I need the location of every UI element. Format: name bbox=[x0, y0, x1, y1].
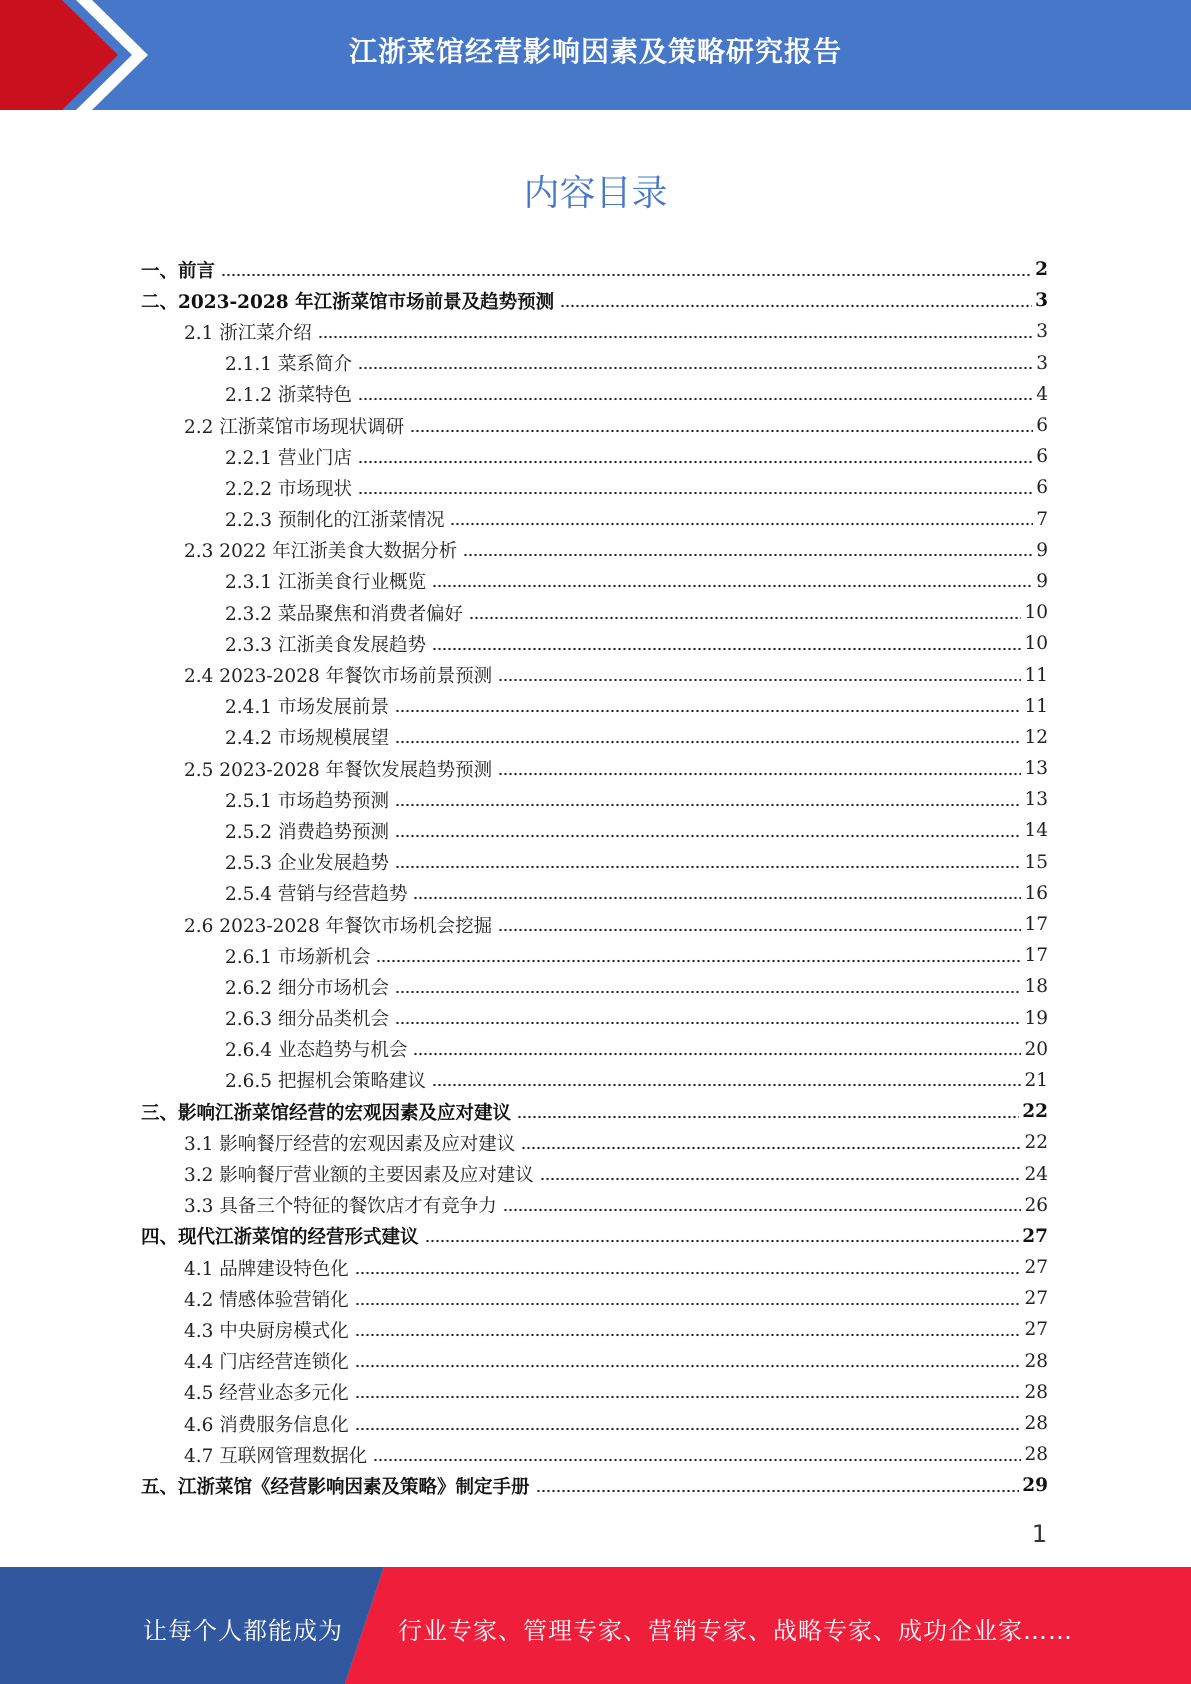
toc-entry-label: 4.6 消费服务信息化 bbox=[184, 1414, 349, 1436]
toc-entry[interactable] bbox=[141, 597, 1048, 628]
toc-entry[interactable] bbox=[141, 379, 1048, 410]
toc-entry[interactable] bbox=[141, 1314, 1048, 1345]
toc-entry-page: 17 bbox=[1024, 914, 1048, 936]
toc-entry[interactable] bbox=[141, 784, 1048, 815]
toc-entry[interactable] bbox=[141, 1252, 1048, 1283]
toc-entry-page: 27 bbox=[1024, 1288, 1048, 1310]
toc-entry[interactable] bbox=[141, 847, 1048, 878]
toc-entry-page: 9 bbox=[1036, 539, 1048, 561]
toc-entry-page: 10 bbox=[1024, 633, 1048, 655]
toc-entry-page: 14 bbox=[1024, 820, 1048, 842]
toc-leader-dots bbox=[355, 1364, 1022, 1368]
toc-leader-dots bbox=[395, 803, 1021, 807]
toc-entry-page: 6 bbox=[1036, 477, 1048, 499]
toc-leader-dots bbox=[498, 678, 1021, 682]
toc-entry-page: 12 bbox=[1024, 726, 1048, 748]
toc-leader-dots bbox=[432, 584, 1033, 588]
toc-entry[interactable] bbox=[141, 940, 1048, 971]
toc-entry[interactable] bbox=[141, 691, 1048, 722]
toc-entry-page: 3 bbox=[1036, 352, 1048, 374]
toc-entry[interactable] bbox=[141, 971, 1048, 1002]
toc-entry-page: 4 bbox=[1036, 383, 1048, 405]
toc-entry-page: 7 bbox=[1036, 508, 1048, 530]
toc-entry-label: 2.2 江浙菜馆市场现状调研 bbox=[184, 416, 405, 438]
toc-entry[interactable] bbox=[141, 472, 1048, 503]
toc-entry-label: 2.4.2 市场规模展望 bbox=[225, 728, 389, 750]
toc-entry-label: 3.2 影响餐厅营业额的主要因素及应对建议 bbox=[184, 1165, 534, 1187]
toc-entry-label: 五、江浙菜馆《经营影响因素及策略》制定手册 bbox=[141, 1476, 530, 1498]
toc-entry[interactable] bbox=[141, 1470, 1048, 1501]
page-header bbox=[0, 0, 1191, 110]
toc-entry-page: 16 bbox=[1024, 882, 1048, 904]
toc-entry-label: 2.6.4 业态趋势与机会 bbox=[225, 1040, 408, 1062]
table-of-contents bbox=[141, 254, 1048, 1502]
toc-entry[interactable] bbox=[141, 1377, 1048, 1408]
toc-leader-dots bbox=[450, 522, 1033, 526]
toc-entry-label: 2.6 2023-2028 年餐饮市场机会挖掘 bbox=[184, 915, 493, 937]
toc-leader-dots bbox=[413, 896, 1021, 900]
toc-entry-page: 19 bbox=[1024, 1007, 1048, 1029]
toc-entry[interactable] bbox=[141, 348, 1048, 379]
toc-entry-label: 4.2 情感体验营销化 bbox=[184, 1289, 349, 1311]
toc-entry[interactable] bbox=[141, 1283, 1048, 1314]
toc-entry-page: 3 bbox=[1036, 321, 1048, 343]
toc-leader-dots bbox=[221, 273, 1032, 277]
toc-entry-label: 三、影响江浙菜馆经营的宏观因素及应对建议 bbox=[141, 1102, 512, 1124]
toc-entry[interactable] bbox=[141, 504, 1048, 535]
toc-entry-page: 28 bbox=[1024, 1413, 1048, 1435]
toc-entry-page: 27 bbox=[1024, 1257, 1048, 1279]
toc-leader-dots bbox=[432, 647, 1021, 651]
toc-entry-label: 2.5.1 市场趋势预测 bbox=[225, 790, 389, 812]
toc-leader-dots bbox=[432, 1083, 1021, 1087]
toc-entry-label: 2.2.3 预制化的江浙菜情况 bbox=[225, 510, 445, 532]
toc-entry[interactable] bbox=[141, 1221, 1048, 1252]
toc-entry-page: 20 bbox=[1024, 1038, 1048, 1060]
footer-slogan: 让每个人都能成为 bbox=[143, 1617, 343, 1645]
toc-leader-dots bbox=[395, 990, 1021, 994]
toc-entry[interactable] bbox=[141, 1408, 1048, 1439]
toc-entry[interactable] bbox=[141, 1190, 1048, 1221]
toc-entry-page: 18 bbox=[1024, 976, 1048, 998]
toc-leader-dots bbox=[358, 460, 1033, 464]
toc-entry-label: 4.4 门店经营连锁化 bbox=[184, 1352, 349, 1374]
toc-entry[interactable] bbox=[141, 1439, 1048, 1470]
toc-leader-dots bbox=[376, 959, 1021, 963]
toc-leader-dots bbox=[358, 366, 1033, 370]
toc-entry[interactable] bbox=[141, 753, 1048, 784]
toc-leader-dots bbox=[413, 1052, 1021, 1056]
toc-entry-page: 26 bbox=[1024, 1194, 1048, 1216]
toc-entry-page: 15 bbox=[1024, 851, 1048, 873]
toc-entry-page: 6 bbox=[1036, 446, 1048, 468]
toc-entry-page: 10 bbox=[1024, 602, 1048, 624]
toc-leader-dots bbox=[498, 772, 1021, 776]
toc-entry-label: 2.5.2 消费趋势预测 bbox=[225, 821, 389, 843]
toc-leader-dots bbox=[503, 1208, 1022, 1212]
toc-entry-label: 2.2.1 营业门店 bbox=[225, 447, 352, 469]
toc-entry-label: 2.6.3 细分品类机会 bbox=[225, 1009, 389, 1031]
toc-leader-dots bbox=[498, 928, 1021, 932]
toc-entry[interactable] bbox=[141, 1158, 1048, 1189]
toc-leader-dots bbox=[355, 1395, 1022, 1399]
toc-entry-page: 27 bbox=[1022, 1225, 1048, 1247]
footer-tagline: 行业专家、管理专家、营销专家、战略专家、成功企业家…… bbox=[398, 1617, 1073, 1645]
toc-entry-page: 22 bbox=[1024, 1132, 1048, 1154]
toc-entry[interactable] bbox=[141, 659, 1048, 690]
toc-entry[interactable] bbox=[141, 316, 1048, 347]
toc-heading: 内容目录 bbox=[523, 173, 668, 214]
page-number: 1 bbox=[1031, 1520, 1047, 1548]
toc-entry-label: 3.3 具备三个特征的餐饮店才有竞争力 bbox=[184, 1196, 497, 1218]
toc-leader-dots bbox=[395, 1021, 1021, 1025]
toc-entry-label: 二、2023-2028 年江浙菜馆市场前景及趋势预测 bbox=[141, 291, 555, 313]
toc-leader-dots bbox=[395, 834, 1021, 838]
toc-entry-label: 一、前言 bbox=[141, 260, 216, 282]
toc-entry-label: 4.3 中央厨房模式化 bbox=[184, 1320, 349, 1342]
toc-entry-label: 2.5.4 营销与经营趋势 bbox=[225, 884, 408, 906]
toc-entry-label: 2.6.5 把握机会策略建议 bbox=[225, 1071, 426, 1093]
toc-entry-page: 28 bbox=[1024, 1381, 1048, 1403]
toc-entry-page: 3 bbox=[1035, 290, 1048, 312]
toc-entry-page: 11 bbox=[1024, 664, 1048, 686]
toc-entry-label: 四、现代江浙菜馆的经营形式建议 bbox=[141, 1227, 419, 1249]
toc-entry[interactable] bbox=[141, 441, 1048, 472]
toc-leader-dots bbox=[395, 740, 1021, 744]
toc-leader-dots bbox=[395, 865, 1021, 869]
toc-entry-page: 11 bbox=[1024, 695, 1048, 717]
toc-leader-dots bbox=[536, 1489, 1020, 1493]
toc-entry-label: 2.4 2023-2028 年餐饮市场前景预测 bbox=[184, 666, 493, 688]
toc-entry-label: 2.1 浙江菜介绍 bbox=[184, 322, 312, 344]
toc-entry-label: 2.4.1 市场发展前景 bbox=[225, 697, 389, 719]
toc-entry-label: 2.3 2022 年江浙美食大数据分析 bbox=[184, 541, 458, 563]
toc-entry-label: 4.1 品牌建设特色化 bbox=[184, 1258, 349, 1280]
toc-entry-page: 24 bbox=[1024, 1163, 1048, 1185]
toc-entry-page: 17 bbox=[1024, 945, 1048, 967]
toc-entry-page: 13 bbox=[1024, 789, 1048, 811]
toc-leader-dots bbox=[540, 1177, 1022, 1181]
toc-entry-page: 27 bbox=[1024, 1319, 1048, 1341]
toc-entry-label: 2.6.2 细分市场机会 bbox=[225, 977, 389, 999]
toc-entry-label: 4.7 互联网管理数据化 bbox=[184, 1445, 368, 1467]
toc-leader-dots bbox=[463, 553, 1033, 557]
toc-entry-label: 2.1.1 菜系简介 bbox=[225, 354, 352, 376]
toc-leader-dots bbox=[517, 1115, 1019, 1119]
toc-leader-dots bbox=[358, 491, 1033, 495]
toc-entry[interactable] bbox=[141, 1096, 1048, 1127]
toc-entry-page: 29 bbox=[1022, 1475, 1048, 1497]
toc-entry[interactable] bbox=[141, 1065, 1048, 1096]
toc-entry-page: 28 bbox=[1024, 1350, 1048, 1372]
toc-leader-dots bbox=[395, 709, 1021, 713]
toc-leader-dots bbox=[410, 429, 1033, 433]
toc-entry[interactable] bbox=[141, 909, 1048, 940]
toc-entry[interactable] bbox=[141, 285, 1048, 316]
toc-entry-label: 2.5 2023-2028 年餐饮发展趋势预测 bbox=[184, 759, 493, 781]
toc-entry[interactable] bbox=[141, 815, 1048, 846]
toc-leader-dots bbox=[358, 397, 1033, 401]
toc-entry-label: 3.1 影响餐厅经营的宏观因素及应对建议 bbox=[184, 1133, 516, 1155]
toc-entry-label: 2.6.1 市场新机会 bbox=[225, 946, 371, 968]
toc-leader-dots bbox=[318, 335, 1033, 339]
toc-entry-page: 6 bbox=[1036, 415, 1048, 437]
toc-entry[interactable] bbox=[141, 566, 1048, 597]
toc-entry-page: 21 bbox=[1024, 1069, 1048, 1091]
toc-entry-label: 4.5 经营业态多元化 bbox=[184, 1383, 349, 1405]
toc-leader-dots bbox=[560, 304, 1032, 308]
toc-entry-page: 2 bbox=[1035, 259, 1048, 281]
toc-entry-page: 9 bbox=[1036, 570, 1048, 592]
toc-entry[interactable] bbox=[141, 1034, 1048, 1065]
toc-entry[interactable] bbox=[141, 628, 1048, 659]
report-title: 江浙菜馆经营影响因素及策略研究报告 bbox=[348, 35, 842, 68]
toc-leader-dots bbox=[355, 1302, 1022, 1306]
toc-leader-dots bbox=[469, 616, 1021, 620]
toc-entry-page: 13 bbox=[1024, 758, 1048, 780]
toc-entry[interactable] bbox=[141, 722, 1048, 753]
toc-entry-label: 2.2.2 市场现状 bbox=[225, 478, 352, 500]
toc-entry[interactable] bbox=[141, 1346, 1048, 1377]
toc-entry-label: 2.3.1 江浙美食行业概览 bbox=[225, 572, 426, 594]
toc-leader-dots bbox=[355, 1271, 1022, 1275]
toc-leader-dots bbox=[355, 1427, 1022, 1431]
toc-entry-page: 28 bbox=[1024, 1444, 1048, 1466]
toc-entry-label: 2.1.2 浙菜特色 bbox=[225, 385, 352, 407]
toc-entry[interactable] bbox=[141, 535, 1048, 566]
toc-leader-dots bbox=[355, 1333, 1022, 1337]
page-footer bbox=[0, 1567, 1191, 1684]
toc-entry-label: 2.5.3 企业发展趋势 bbox=[225, 853, 389, 875]
toc-leader-dots bbox=[373, 1458, 1021, 1462]
toc-entry[interactable] bbox=[141, 878, 1048, 909]
toc-entry[interactable] bbox=[141, 254, 1048, 285]
toc-leader-dots bbox=[425, 1239, 1020, 1243]
toc-entry-label: 2.3.3 江浙美食发展趋势 bbox=[225, 634, 426, 656]
toc-entry-label: 2.3.2 菜品聚焦和消费者偏好 bbox=[225, 603, 463, 625]
toc-entry-page: 22 bbox=[1022, 1101, 1048, 1123]
toc-entry[interactable] bbox=[141, 410, 1048, 441]
toc-entry[interactable] bbox=[141, 1127, 1048, 1158]
toc-leader-dots bbox=[521, 1146, 1021, 1150]
toc-entry[interactable] bbox=[141, 1003, 1048, 1034]
